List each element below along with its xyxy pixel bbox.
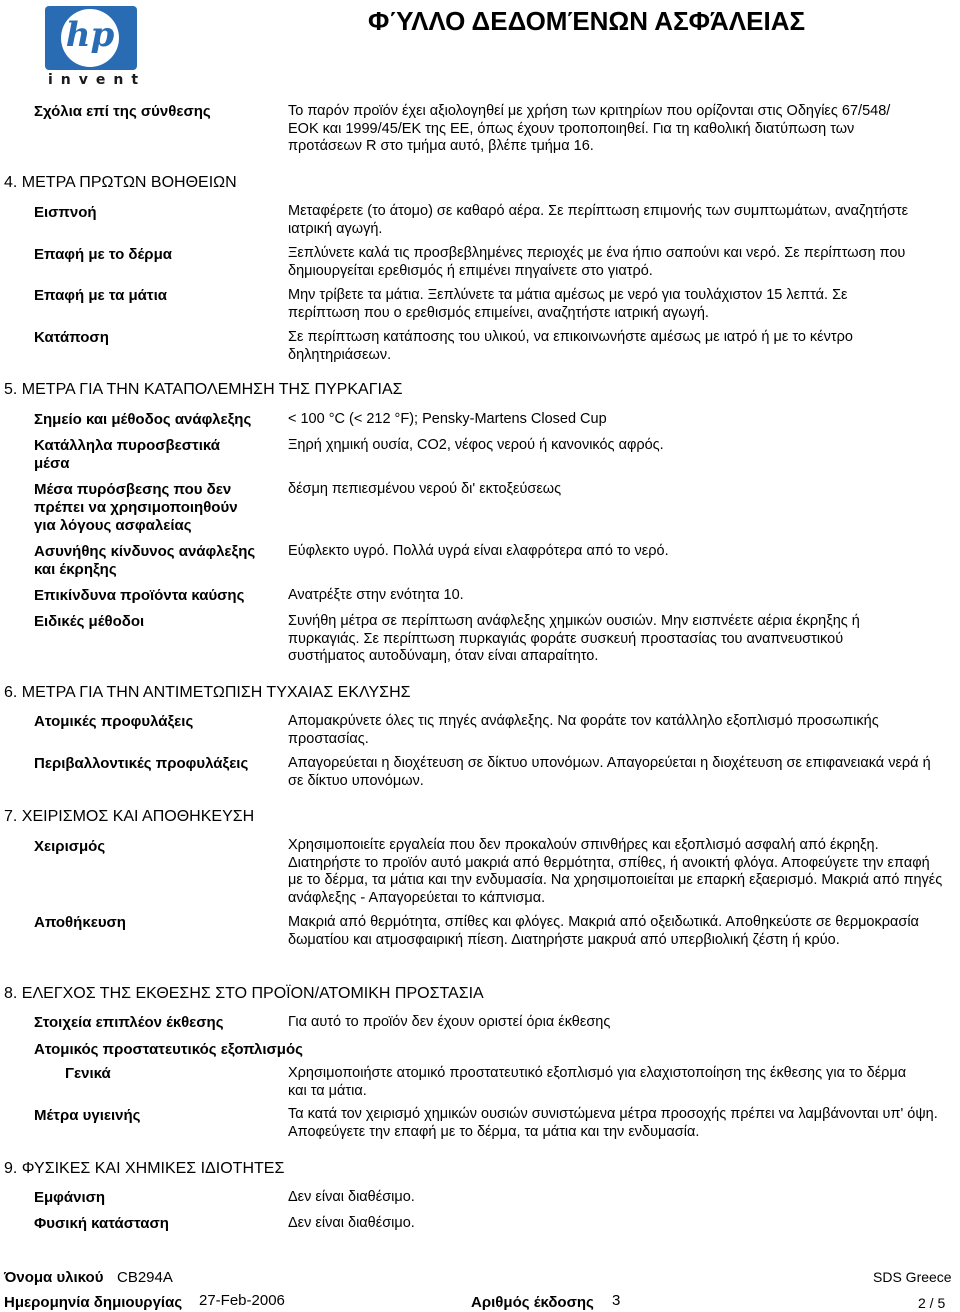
environmental-precautions-value: Απαγορεύεται η διοχέτευση σε δίκτυο υπονόμων. Απαγορεύεται η διοχέτευση σε επιφανειακά νερά ή σε δίκτυο υπονόμων. [288,755,931,789]
special-methods-label: Ειδικές μέθοδοι [34,613,145,630]
appearance-label: Εμφάνιση [34,1189,106,1206]
section-9-heading: 9. ΦΥΣΙΚΕΣ ΚΑΙ ΧΗΜΙΚΕΣ ΙΔΙΟΤΗΤΕΣ [4,1160,285,1177]
physical-state-label: Φυσική κατάσταση [34,1215,169,1232]
unsuitable-media-value: δέσμη πεπιεσμένου νερού δι' εκτοξεύσεως [288,481,562,497]
first-aid-eyes-label: Επαφή με τα μάτια [34,287,167,304]
ppe-general-label: Γενικά [65,1065,111,1082]
section-6-heading: 6. ΜΕΤΡΑ ΓΙΑ ΤΗΝ ΑΝΤΙΜΕΤΩΠΙΣΗ ΤΥΧΑΙΑΣ ΕΚΛΥΣΗΣ [4,684,411,701]
hp-logo-text: hp [65,15,115,55]
handling-value: Χρησιμοποιείτε εργαλεία που δεν προκαλούν σπινθήρες και εξοπλισμό ασφαλή από έκρηξη. Διατηρήστε το προϊόν αυτό μακριά από θερμότητα, σπίθες, ή ανοικτή φλόγα. Αποφεύγετε την επαφή με το δέρμα, τα μάτια και την ενδυμασία. Να χρησιμοποιείται με επαρκή εξαερισμό. Μακριά από πηγές ανάφλεξης - Απαγορεύεται το κάπνισμα. [288,837,943,906]
footer-region: SDS Greece [873,1269,952,1285]
first-aid-skin-value: Ξεπλύνετε καλά τις προσβεβλημένες περιοχές με ένα ήπιο σαπούνι και νερό. Σε περίπτωση που δημιουργείται ερεθισμός ή επιμένει πηγαίνετε στο γιατρό. [288,245,906,279]
section-7-heading: 7. ΧΕΙΡΙΣΜΟΣ ΚΑΙ ΑΠΟΘΗΚΕΥΣΗ [4,808,255,825]
exposure-info-label: Στοιχεία επιπλέον έκθεσης [34,1014,224,1031]
unusual-hazards-value: Εύφλεκτο υγρό. Πολλά υγρά είναι ελαφρότερα από το νερό. [288,543,669,559]
hp-logo-tagline: invent [48,72,147,88]
composition-value: Το παρόν προϊόν έχει αξιολογηθεί με χρήση των κριτηρίων που ορίζονται στις Οδηγίες 67/548/ΕΟΚ και 1999/45/ΕΚ της ΕΕ, όπως έχουν τροποποιηθεί. Για τη καθολική διατύπωση των προτάσεων R στο τμήμα αυτό, βλέπε τμήμα 16. [288,103,891,154]
first-aid-inhalation-label: Εισπνοή [34,204,97,221]
physical-state-value: Δεν είναι διαθέσιμο. [288,1215,415,1231]
personal-precautions-label: Ατομικές προφυλάξεις [34,713,194,730]
flash-point-value: < 100 °C (< 212 °F); Pensky-Martens Closed Cup [288,411,607,427]
combustion-products-label: Επικίνδυνα προϊόντα καύσης [34,587,245,604]
footer-version-value: 3 [612,1292,621,1309]
footer-page-number: 2 / 5 [918,1295,946,1311]
exposure-info-value: Για αυτό το προϊόν δεν έχουν οριστεί όρια έκθεσης [288,1014,611,1030]
storage-value: Μακριά από θερμότητα, σπίθες και φλόγες. Μακριά από οξειδωτικά. Αποθηκεύστε σε θερμοκρασία δωματίου και ατμοσφαιρική πίεση. Διατηρήστε μακρυά από υπερβιολική ζέστη ή κρύο. [288,914,919,948]
environmental-precautions-label: Περιβαλλοντικές προφυλάξεις [34,755,249,772]
hygiene-measures-label: Μέτρα υγιεινής [34,1107,141,1124]
section-5-heading: 5. ΜΕΤΡΑ ΓΙΑ ΤΗΝ ΚΑΤΑΠΟΛΕΜΗΣΗ ΤΗΣ ΠΥΡΚΑΓΙΑΣ [4,381,403,398]
section-8-heading: 8. ΕΛΕΓΧΟΣ ΤΗΣ ΕΚΘΕΣΗΣ ΣΤΟ ΠΡΟΪΟΝ/ΑΤΟΜΙΚΗ ΠΡΟΣΤΑΣΙΑ [4,985,484,1002]
flash-point-label: Σημείο και μέθοδος ανάφλεξης [34,411,252,428]
extinguishing-media-label: Κατάλληλα πυροσβεστικά μέσα [34,437,221,472]
ppe-label: Ατομικός προστατευτικός εξοπλισμός [34,1041,303,1058]
unsuitable-media-label: Μέσα πυρόσβεσης που δεν πρέπει να χρησιμοποιηθούν για λόγους ασφαλείας [34,481,238,534]
footer-material-label: Όνομα υλικού [4,1269,104,1286]
first-aid-inhalation-value: Μεταφέρετε (το άτομο) σε καθαρό αέρα. Σε περίπτωση επιμονής των συμπτωμάτων, αναζητήστε ιατρική αγωγή. [288,203,909,237]
composition-label: Σχόλια επί της σύνθεσης [34,103,211,120]
handling-label: Χειρισμός [34,838,106,855]
footer-version-label: Αριθμός έκδοσης [471,1294,594,1311]
storage-label: Αποθήκευση [34,914,126,931]
section-4-heading: 4. ΜΕΤΡΑ ΠΡΩΤΩΝ ΒΟΗΘΕΙΩΝ [4,174,237,191]
first-aid-ingestion-label: Κατάποση [34,329,109,346]
hp-logo [45,6,137,70]
footer-material-value: CB294A [117,1269,173,1286]
personal-precautions-value: Απομακρύνετε όλες τις πηγές ανάφλεξης. Να φοράτε τον κατάλληλο εξοπλισμό προσωπικής προστασίας. [288,713,879,747]
first-aid-eyes-value: Μην τρίβετε τα μάτια. Ξεπλύνετε τα μάτια αμέσως με νερό για τουλάχιστον 15 λεπτά. Σε περίπτωση που ο ερεθισμός επιμείνει, αναζητήστε ιατρική αγωγή. [288,287,848,321]
footer-date-label: Ημερομηνία δημιουργίας [4,1294,183,1311]
appearance-value: Δεν είναι διαθέσιμο. [288,1189,415,1205]
document-title: ΦΎΛΛΟ ΔΕΔΟΜΈΝΩΝ ΑΣΦΆΛΕΙΑΣ [368,6,806,36]
ppe-general-value: Χρησιμοποιήστε ατομικό προστατευτικό εξοπλισμό για ελαχιστοποίηση της έκθεσης για το δέρμα και τα μάτια. [288,1065,907,1099]
special-methods-value: Συνήθη μέτρα σε περίπτωση ανάφλεξης χημικών ουσιών. Μην εισπνέετε αέρια έκρηξης ή πυρκαγιάς. Σε περίπτωση πυρκαγιάς φοράτε συσκευή προστασίας του αναπνευστικού συστήματος αυτοδύναμη, όταν είναι απαραίτητο. [288,613,860,664]
unusual-hazards-label: Ασυνήθης κίνδυνος ανάφλεξης και έκρηξης [34,543,256,578]
footer-date-value: 27-Feb-2006 [199,1292,285,1309]
first-aid-ingestion-value: Σε περίπτωση κατάποσης του υλικού, να επικοινωνήστε αμέσως με ιατρό ή με το κέντρο δηλητηριάσεων. [288,329,853,363]
combustion-products-value: Ανατρέξτε στην ενότητα 10. [288,587,464,603]
hygiene-measures-value: Τα κατά τον χειρισμό χημικών ουσιών συνιστώμενα μέτρα προσοχής πρέπει να λαμβάνονται υπ' όψη. Αποφεύγετε την επαφή με το δέρμα, τα μάτια και την ενδυμασία. [288,1106,938,1140]
extinguishing-media-value: Ξηρή χημική ουσία, CO2, νέφος νερού ή κανονικός αφρός. [288,437,664,453]
first-aid-skin-label: Επαφή με το δέρμα [34,246,172,263]
